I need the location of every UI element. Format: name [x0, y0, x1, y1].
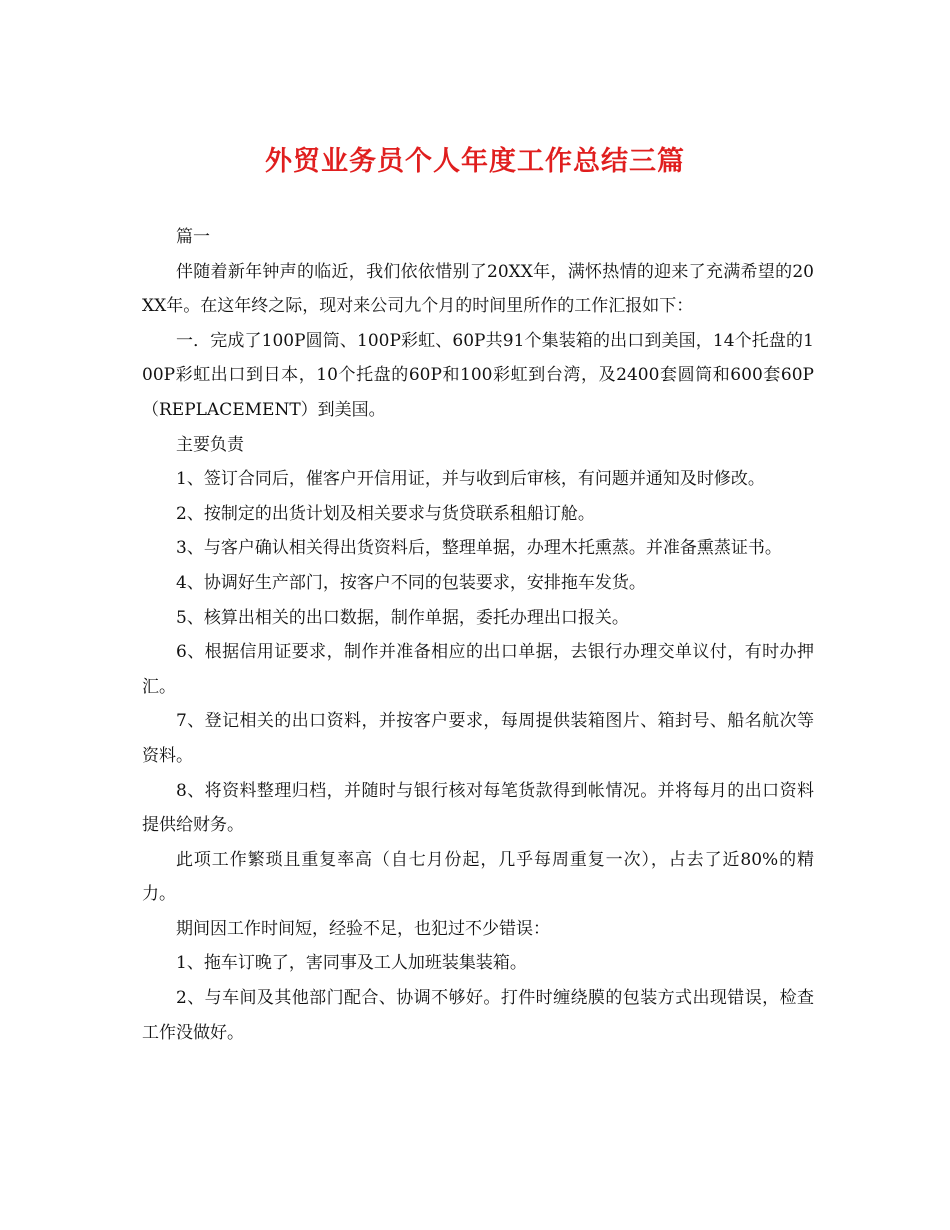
document-body	[142, 220, 814, 1050]
list-item: 7、登记相关的出口资料，并按客户要求，每周提供装箱图片、箱封号、船名航次等资料。	[142, 711, 814, 766]
list-item: 5、核算出相关的出口数据，制作单据，委托办理出口报关。	[176, 607, 629, 628]
list-item: 8、将资料整理归档，并随时与银行核对每笔货款得到帐情况。并将每月的出口资料提供给财务。	[142, 780, 814, 836]
list-item: 6、根据信用证要求，制作并准备相应的出口单据，去银行办理交单议付，有时办押汇。	[142, 642, 814, 697]
list-item: 2、按制定的出货计划及相关要求与货贷联系租船订舱。	[176, 503, 595, 524]
body-paragraph: 期间因工作时间短，经验不足，也犯过不少错误：	[176, 918, 550, 939]
document-title: 外贸业务员个人年度工作总结三篇	[265, 146, 685, 177]
body-paragraph: 此项工作繁琐且重复率高（自七月份起，几乎每周重复一次），占去了近80%的精力。	[142, 849, 814, 905]
list-item: 3、与客户确认相关得出货资料后，整理单据，办理木托熏蒸。并准备熏蒸证书。	[176, 538, 782, 559]
list-item: 1、拖车订晚了，害同事及工人加班装集装箱。	[176, 953, 527, 974]
body-paragraph: 一．完成了100P圆筒、100P彩虹、60P共91个集装箱的出口到美国，14个托盘的100P彩虹出口到日本，10个托盘的60P和100彩虹到台湾，及2400套圆筒和600套60P（REPLACEMENT）到美国。	[142, 330, 814, 420]
list-item: 1、签订合同后，催客户开信用证，并与收到后审核，有问题并通知及时修改。	[176, 469, 765, 490]
subsection-heading: 主要负责	[176, 434, 244, 455]
body-paragraph: 伴随着新年钟声的临近，我们依依惜别了20XX年，满怀热情的迎来了充满希望的20XX年。在这年终之际，现对来公司九个月的时间里所作的工作汇报如下：	[142, 261, 814, 317]
list-item: 4、协调好生产部门，按客户不同的包装要求，安排拖车发货。	[176, 572, 646, 593]
list-item: 2、与车间及其他部门配合、协调不够好。打件时缠绕膜的包装方式出现错误，检查工作没做好。	[142, 988, 814, 1043]
section-heading: 篇一	[176, 227, 210, 247]
